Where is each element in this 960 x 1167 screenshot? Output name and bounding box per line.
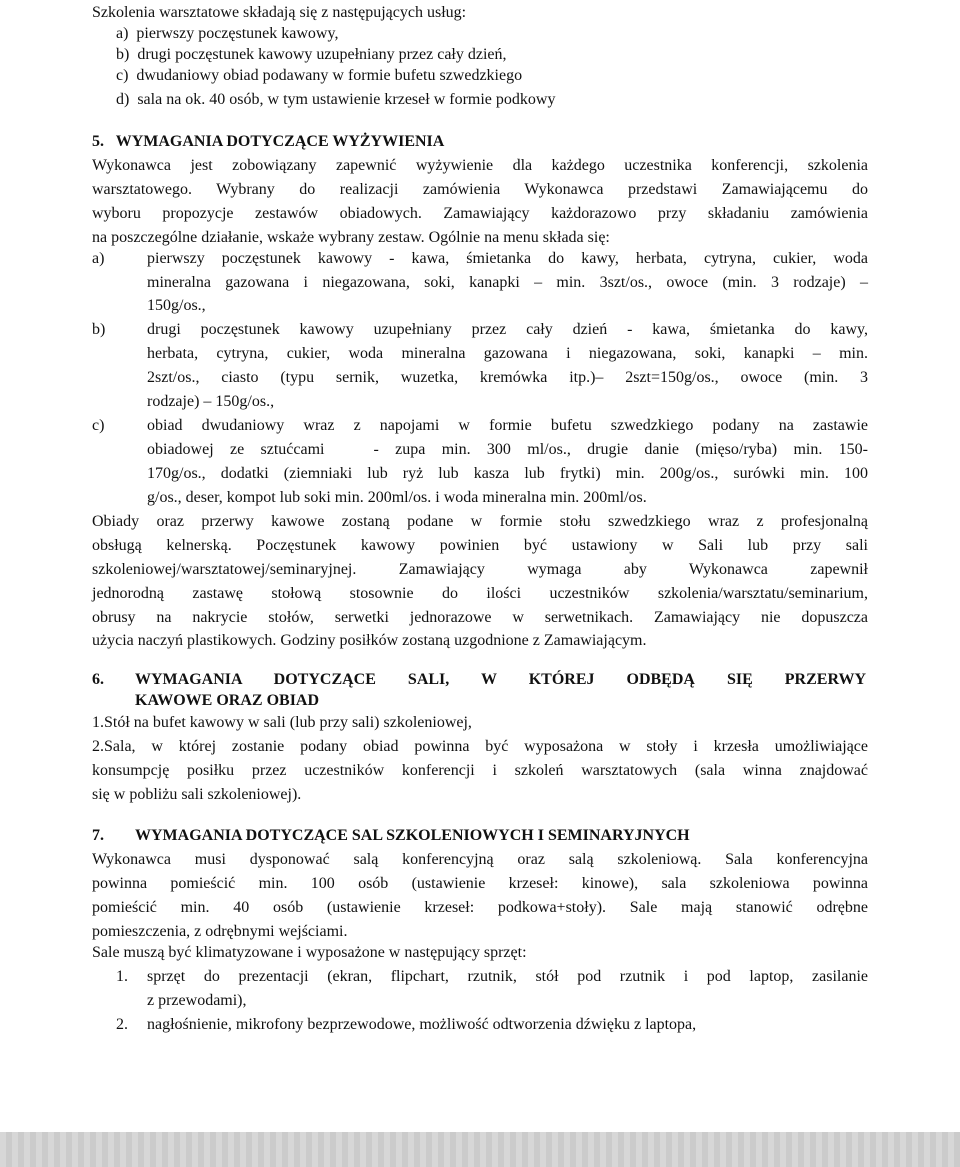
equipment-item-2-number: 2.	[116, 1016, 128, 1033]
section-7-number: 7.	[92, 827, 104, 844]
equipment-item-1-line: sprzęt do prezentacji (ekran, flipchart, rzutnik, stół pod rzutnik i pod laptop, zasilanie	[147, 968, 868, 985]
footer-bar	[0, 1132, 960, 1167]
intro-item-a: a) pierwszy poczęstunek kawowy,	[116, 25, 339, 42]
section-5-para2-line: jednorodną zastawę stołową stosownie do ilości uczestników szkolenia/warsztatu/seminarium,	[92, 585, 868, 602]
section-5-para-line: wyboru propozycje zestawów obiadowych. Zamawiający każdorazowo przy składaniu zamówienia	[92, 205, 868, 222]
equipment-item-2-line: nagłośnienie, mikrofony bezprzewodowe, możliwość odtworzenia dźwięku z laptopa,	[147, 1016, 697, 1033]
intro-item-b: b) drugi poczęstunek kawowy uzupełniany przez cały dzień,	[116, 46, 507, 63]
section-5-para-line: na poszczególne działanie, wskaże wybrany zestaw. Ogólnie na menu składa się:	[92, 229, 610, 246]
menu-item-a-label: a)	[92, 250, 105, 267]
section-6-line: się w pobliżu sali szkoleniowej).	[92, 786, 302, 803]
section-6-line: 2.Sala, w której zostanie podany obiad powinna być wyposażona w stoły i krzesła umożliwiające	[92, 738, 868, 755]
equipment-item-1-line: z przewodami),	[147, 992, 247, 1009]
section-7-para-line: powinna pomieścić min. 100 osób (ustawienie krzeseł: kinowe), sala szkoleniowa powinna	[92, 875, 868, 892]
intro-item-c: c) dwudaniowy obiad podawany w formie bufetu szwedzkiego	[116, 67, 523, 84]
section-6-heading: WYMAGANIA DOTYCZĄCE SALI, W KTÓREJ ODBĘDĄ SIĘ PRZERWY	[135, 671, 866, 688]
section-7-intro2: Sale muszą być klimatyzowane i wyposażone w następujący sprzęt:	[92, 944, 527, 961]
menu-item-a-line: mineralna gazowana i niegazowana, soki, kanapki – min. 3szt/os., owoce (min. 3 rodzaje) –	[147, 274, 868, 291]
section-6-number: 6.	[92, 671, 104, 688]
section-5-para2-line: szkoleniowej/warsztatowej/seminaryjnej. Zamawiający wymaga aby Wykonawca zapewnił	[92, 561, 868, 578]
section-7-para-line: Wykonawca musi dysponować salą konferencyjną oraz salą szkoleniową. Sala konferencyjna	[92, 851, 868, 868]
intro-line: Szkolenia warsztatowe składają się z następujących usług:	[92, 4, 467, 21]
menu-item-a-line: 150g/os.,	[147, 297, 206, 314]
menu-item-c-line: obiad dwudaniowy wraz z napojami w formie bufetu szwedzkiego podany na zastawie	[147, 417, 868, 434]
menu-item-b-label: b)	[92, 321, 106, 338]
menu-item-a-line: pierwszy poczęstunek kawowy - kawa, śmietanka do kawy, herbata, cytryna, cukier, woda	[147, 250, 868, 267]
section-5-para-line: Wykonawca jest zobowiązany zapewnić wyżywienie dla każdego uczestnika konferencji, szkolenia	[92, 157, 868, 174]
equipment-item-1-number: 1.	[116, 968, 128, 985]
menu-item-c-label: c)	[92, 417, 105, 434]
section-5-para2-line: Obiady oraz przerwy kawowe zostaną podane w formie stołu szwedzkiego wraz z profesjonalną	[92, 513, 868, 530]
section-6-line: 1.Stół na bufet kawowy w sali (lub przy sali) szkoleniowej,	[92, 714, 472, 731]
menu-item-b-line: drugi poczęstunek kawowy uzupełniany przez cały dzień - kawa, śmietanka do kawy,	[147, 321, 868, 338]
menu-item-c-line: g/os., deser, kompot lub soki min. 200ml/os. i woda mineralna min. 200ml/os.	[147, 489, 647, 506]
intro-item-d: d) sala na ok. 40 osób, w tym ustawienie krzeseł w formie podkowy	[116, 91, 556, 108]
menu-item-b-line: herbata, cytryna, cukier, woda mineralna gazowana i niegazowana, soki, kanapki – min.	[147, 345, 868, 362]
section-7-para-line: pomieszczenia, z odrębnymi wejściami.	[92, 923, 348, 940]
menu-item-c-line: obiadowej ze sztućcami - zupa min. 300 ml/os., drugie danie (mięso/ryba) min. 150-	[147, 441, 868, 458]
section-7-para-line: pomieścić min. 40 osób (ustawienie krzeseł: podkowa+stoły). Sale mają stanowić odrębne	[92, 899, 868, 916]
menu-item-b-line: 2szt/os., ciasto (typu sernik, wuzetka, kremówka itp.)– 2szt=150g/os., owoce (min. 3	[147, 369, 868, 386]
section-6-line: konsumpcję posiłku przez uczestników konferencji i szkoleń warsztatowych (sala winna znajdować	[92, 762, 868, 779]
menu-item-c-line: 170g/os., dodatki (ziemniaki lub ryż lub kasza lub frytki) min. 200g/os., surówki min. 100	[147, 465, 868, 482]
section-7-heading: WYMAGANIA DOTYCZĄCE SAL SZKOLENIOWYCH I SEMINARYJNYCH	[135, 827, 690, 844]
section-5-para2-line: obrusy na nakrycie stołów, serwetki jednorazowe w serwetnikach. Zamawiający nie dopuszcza	[92, 609, 868, 626]
section-5-heading: 5. WYMAGANIA DOTYCZĄCE WYŻYWIENIA	[92, 133, 445, 150]
section-5-para2-line: obsługą kelnerską. Poczęstunek kawowy powinien być ustawiony w Sali lub przy sali	[92, 537, 868, 554]
section-5-para2-line: użycia naczyń plastikowych. Godziny posiłków zostaną uzgodnione z Zamawiającym.	[92, 632, 647, 649]
section-6-heading-cont: KAWOWE ORAZ OBIAD	[135, 692, 320, 709]
menu-item-b-line: rodzaje) – 150g/os.,	[147, 393, 275, 410]
section-5-para-line: warsztatowego. Wybrany do realizacji zamówienia Wykonawca przedstawi Zamawiającemu do	[92, 181, 868, 198]
